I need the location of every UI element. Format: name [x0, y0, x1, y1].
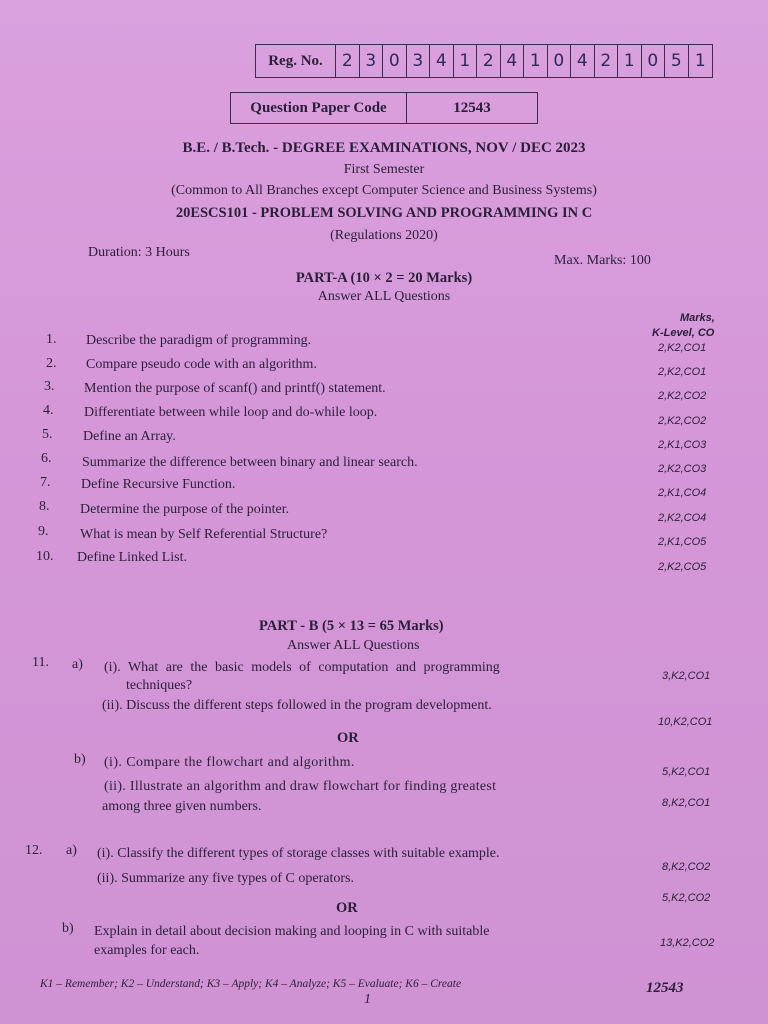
question-text: Determine the purpose of the pointer.: [80, 502, 290, 517]
question-marks: 2,K1,CO3: [658, 439, 707, 451]
reg-digit: 0: [383, 45, 407, 77]
page-number: 1: [364, 992, 371, 1007]
question-marks: 8,K2,CO2: [662, 861, 711, 873]
subject-title: 20ESCS101 - PROBLEM SOLVING AND PROGRAMMING IN C: [175, 205, 593, 221]
question-text: among three given numbers.: [102, 799, 262, 814]
question-number: 6.: [41, 451, 52, 466]
question-marks: 2,K2,CO2: [658, 390, 707, 402]
paper-code-box: [230, 92, 538, 124]
subquestion-label: b): [74, 752, 86, 767]
question-number: 12.: [25, 843, 43, 858]
reg-number-box: [255, 44, 713, 78]
part-a-instruction: Answer ALL Questions: [317, 289, 451, 304]
question-number: 10.: [36, 549, 54, 564]
question-marks: 2,K2,CO3: [658, 463, 707, 475]
question-text: Define Recursive Function.: [81, 477, 236, 492]
reg-digit: 4: [501, 45, 525, 77]
reg-digit: 4: [571, 45, 595, 77]
footer-paper-code: 12543: [646, 980, 684, 996]
question-marks: 5,K2,CO2: [662, 892, 711, 904]
exam-title: B.E. / B.Tech. - DEGREE EXAMINATIONS, NOV / DEC 2023: [182, 140, 586, 156]
question-marks: 5,K2,CO1: [662, 766, 711, 778]
reg-digit: 2: [336, 45, 360, 77]
question-text: Summarize the difference between binary and linear search.: [82, 455, 418, 470]
reg-digit: 3: [407, 45, 431, 77]
semester: First Semester: [343, 162, 425, 177]
max-marks: Max. Marks: 100: [554, 253, 651, 268]
question-number: 7.: [40, 475, 51, 490]
reg-digit: 1: [524, 45, 548, 77]
question-text: (i). Compare the flowchart and algorithm.: [104, 755, 355, 770]
question-text: (i). Classify the different types of storage classes with suitable example.: [97, 846, 500, 861]
reg-number-label: Reg. No.: [256, 45, 336, 77]
question-text: techniques?: [126, 678, 193, 693]
question-marks: 10,K2,CO1: [658, 716, 713, 728]
paper-code-value: 12543: [453, 100, 491, 116]
question-marks: 2,K2,CO4: [658, 512, 707, 524]
question-text: (ii). Illustrate an algorithm and draw flowchart for finding greatest: [104, 779, 497, 794]
regulations: (Regulations 2020): [330, 228, 438, 243]
question-marks: 2,K1,CO4: [658, 487, 707, 499]
question-marks: 2,K2,CO5: [658, 561, 707, 573]
subquestion-label: b): [62, 921, 74, 936]
reg-digit: 3: [360, 45, 384, 77]
question-number: 2.: [46, 356, 57, 371]
question-number: 4.: [43, 403, 54, 418]
question-text: Describe the paradigm of programming.: [86, 333, 312, 348]
question-marks: 2,K2,CO1: [658, 342, 707, 354]
reg-digit: 2: [477, 45, 501, 77]
question-text: Explain in detail about decision making and looping in C with suitable: [94, 924, 490, 939]
marks-header: Marks,: [680, 312, 715, 324]
question-number: 1.: [46, 332, 57, 347]
question-text: (ii). Summarize any five types of C operators.: [97, 871, 354, 886]
question-marks: 2,K1,CO5: [658, 536, 707, 548]
question-number: 11.: [32, 655, 49, 670]
reg-digit: 1: [694, 51, 706, 71]
duration: Duration: 3 Hours: [88, 245, 190, 260]
question-text: What is mean by Self Referential Structure?: [80, 527, 328, 542]
question-marks: 3,K2,CO1: [662, 670, 711, 682]
reg-digit: 4: [430, 45, 454, 77]
question-text: examples for each.: [94, 943, 200, 958]
question-text: Compare pseudo code with an algorithm.: [86, 357, 317, 372]
question-text: Differentiate between while loop and do-while loop.: [84, 405, 378, 420]
or-separator: OR: [337, 730, 359, 746]
reg-digit: 0: [548, 45, 572, 77]
reg-digit: 0: [642, 45, 666, 77]
question-text: Mention the purpose of scanf() and printf() statement.: [84, 381, 386, 396]
part-a-title: PART-A (10 × 2 = 20 Marks): [295, 270, 473, 286]
reg-digit: 1: [618, 45, 642, 77]
question-number: 3.: [44, 379, 55, 394]
question-marks: 8,K2,CO1: [662, 797, 711, 809]
reg-digit: 5: [665, 45, 689, 77]
common-note: (Common to All Branches except Computer Science and Business Systems): [171, 183, 597, 198]
marks-header-sub: K-Level, CO: [652, 327, 715, 339]
subquestion-label: a): [72, 657, 83, 672]
part-b-instruction: Answer ALL Questions: [287, 638, 420, 653]
question-number: 5.: [42, 427, 53, 442]
part-b-title: PART - B (5 × 13 = 65 Marks): [259, 618, 444, 634]
question-text: (ii). Discuss the different steps followed in the program development.: [102, 698, 492, 713]
paper-code-label: Question Paper Code: [231, 93, 407, 123]
question-number: 8.: [39, 499, 50, 514]
question-marks: 13,K2,CO2: [660, 937, 715, 949]
reg-digit: 1: [454, 45, 478, 77]
question-text: Define Linked List.: [77, 550, 188, 565]
question-number: 9.: [38, 524, 49, 539]
question-marks: 2,K2,CO1: [658, 366, 707, 378]
or-separator: OR: [336, 900, 358, 916]
subquestion-label: a): [66, 843, 77, 858]
question-text: (i). What are the basic models of computation and programming: [104, 660, 500, 675]
knowledge-level-legend: K1 – Remember; K2 – Understand; K3 – Apply; K4 – Analyze; K5 – Evaluate; K6 – Create: [40, 978, 462, 990]
reg-digit: 2: [595, 45, 619, 77]
question-text: Define an Array.: [83, 429, 176, 444]
question-marks: 2,K2,CO2: [658, 415, 707, 427]
